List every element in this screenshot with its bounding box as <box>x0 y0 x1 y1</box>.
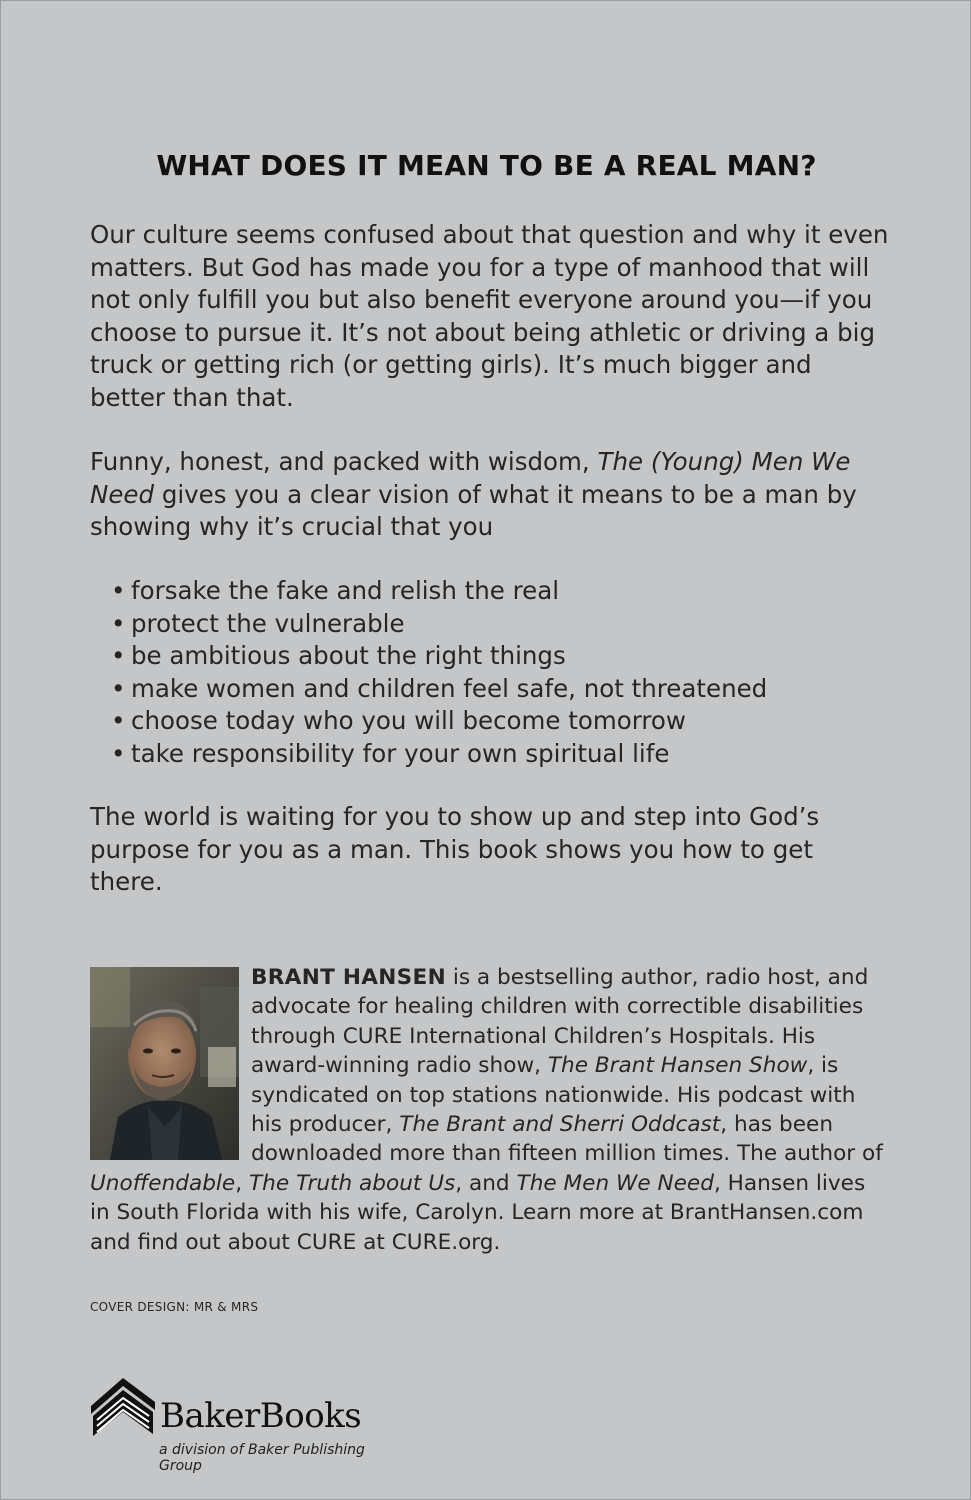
book-title: The Truth about Us <box>248 1170 456 1196</box>
list-item <box>109 575 909 608</box>
bio-text: , <box>235 1170 249 1196</box>
book-title: Unoffendable <box>90 1170 236 1196</box>
list-item-text: forsake the fake and relish the real <box>131 576 560 605</box>
radio-show-title: The Brant Hansen Show <box>547 1053 808 1079</box>
publisher-logo <box>89 1376 409 1474</box>
publisher-name: BakerBooks <box>160 1396 362 1436</box>
list-item-text: take responsibility for your own spiritual life <box>131 738 670 768</box>
list-item <box>109 738 909 771</box>
author-bio <box>90 963 890 1257</box>
bio-text: , is syndicated on top stations nationwide. His podcast with his producer, <box>251 1053 856 1138</box>
book-title: The (Young) Men We Need <box>90 447 851 509</box>
list-item-text: make women and children feel safe, not threatened <box>131 673 768 703</box>
bullet-icon: • <box>111 673 126 703</box>
photo-spacer <box>90 963 239 1155</box>
list-item <box>109 608 909 641</box>
description-text-before: Funny, honest, and packed with wisdom, <box>90 447 598 476</box>
podcast-title: The Brant and Sherri Oddcast <box>399 1112 721 1138</box>
bullet-list <box>109 575 909 770</box>
book-stack-logo-icon <box>89 1376 159 1438</box>
list-item <box>109 673 909 706</box>
list-item <box>109 705 909 738</box>
book-title: The Men We Need <box>516 1170 714 1196</box>
cover-heading: WHAT DOES IT MEAN TO BE A REAL MAN? <box>156 149 817 182</box>
bio-text: is a bestselling author, radio host, and advocate for healing children with correctible disabilities through CURE International Children’s Hospitals. His award-winning radio show, <box>251 965 869 1079</box>
description-text-after: gives you a clear vision of what it means to be a man by showing why it’s crucial that you <box>90 479 857 541</box>
list-item-text: protect the vulnerable <box>131 608 405 638</box>
bullet-icon: • <box>111 576 126 605</box>
closing-paragraph: The world is waiting for you to show up and step into God’s purpose for you as a man. This book shows you how to get there. <box>90 802 820 896</box>
bio-text: , has been downloaded more than fifteen million times. The author of <box>251 1112 883 1167</box>
intro-paragraph: Our culture seems confused about that question and why it even matters. But God has made you for a type of manhood that will not only fulfill you but also benefit everyone around you—if you choose to pursue it. It’s not about being athletic or driving a big truck or getting rich (or getting girls). It’s much bigger and better than that. <box>90 220 889 412</box>
description-paragraph <box>90 446 890 544</box>
list-item-text: choose today who you will become tomorrow <box>131 706 686 735</box>
cover-design-credit: COVER DESIGN: MR & MRS <box>90 1300 259 1314</box>
author-name: BRANT HANSEN <box>251 965 446 990</box>
bio-text: , and <box>455 1170 517 1196</box>
bio-text: , Hansen lives in South Florida with his wife, Carolyn. Learn more at BrantHansen.com and find out about CURE at CURE.org. <box>90 1170 866 1255</box>
bullet-icon: • <box>111 706 126 735</box>
list-item-text: be ambitious about the right things <box>131 641 566 670</box>
list-item <box>109 640 909 673</box>
bullet-icon: • <box>111 608 126 638</box>
publisher-subtitle: a division of Baker Publishing Group <box>159 1442 365 1474</box>
bullet-icon: • <box>111 641 126 670</box>
bullet-icon: • <box>111 738 126 768</box>
